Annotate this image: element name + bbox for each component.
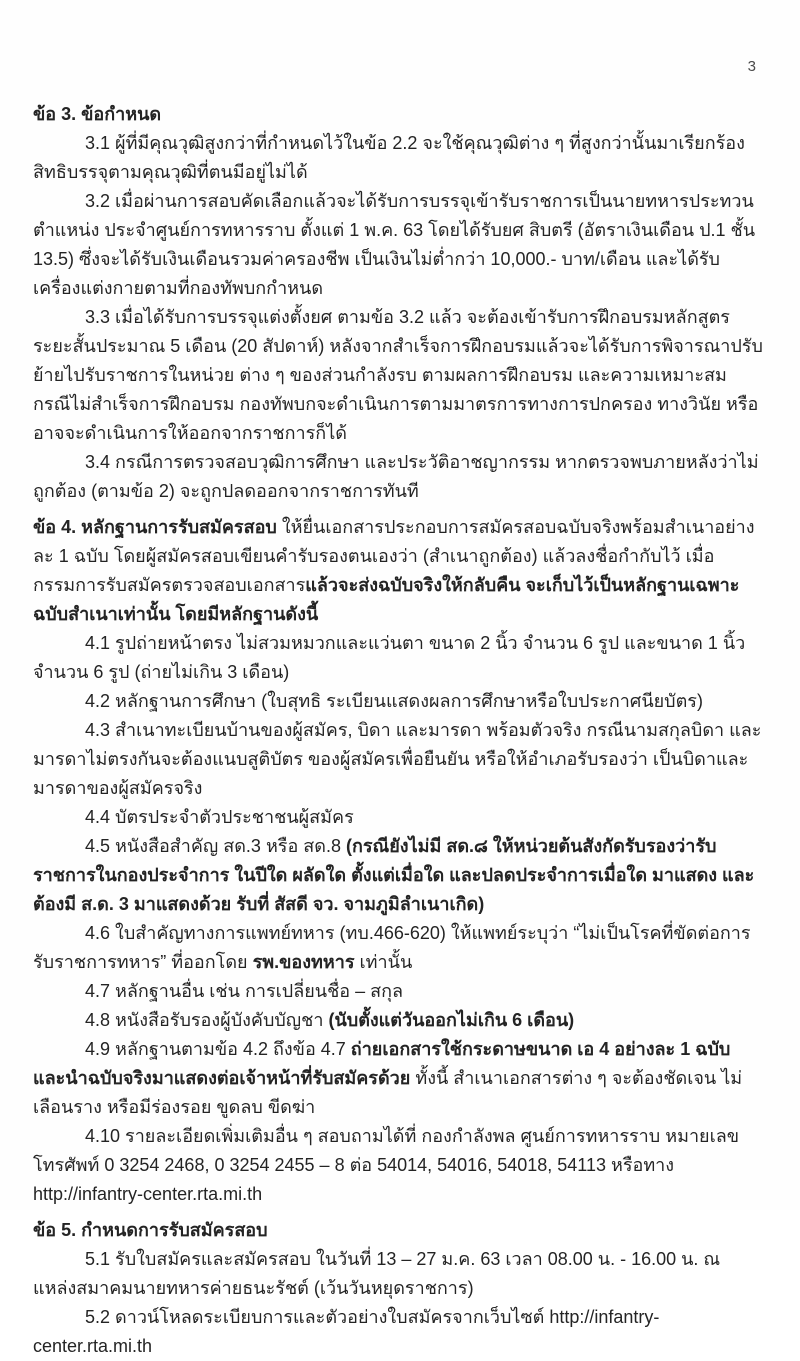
paragraph-3-4: 3.4 กรณีการตรวจสอบวุฒิการศึกษา และประวัติอาชญากรรม หากตรวจพบภายหลังว่าไม่ถูกต้อง (ตามข้อ 2) จะถูกปลดออกจากราชการทันที [33, 452, 759, 501]
paragraph-4-6-text: 4.6 ใบสำคัญทางการแพทย์ทหาร (ทบ.466-620) ให้แพทย์ระบุว่า “ไม่เป็นโรคที่ขัดต่อการรับราชการทหาร” ที่ออกโดย [33, 923, 751, 972]
section-4-paragraph [33, 513, 764, 629]
section-5-heading: ข้อ 5. กำหนดการรับสมัครสอบ [33, 1220, 268, 1240]
paragraph-5-2: 5.2 ดาวน์โหลดระเบียบการและตัวอย่างใบสมัครจากเว็บไซต์ http://infantry-center.rta.mi.th [33, 1307, 660, 1356]
paragraph-4-3: 4.3 สำเนาทะเบียนบ้านของผู้สมัคร, บิดา และมารดา พร้อมตัวจริง กรณีนามสกุลบิดา และมารดาไม่ตรงกันจะต้องแนบสูติบัตร ของผู้สมัครเพื่อยืนยัน หรือให้อำเภอรับรองว่า เป็นบิดาและมารดาของผู้สมัครจริง [33, 720, 762, 798]
paragraph-4-6-emphasis: รพ.ของทหาร [252, 952, 355, 972]
paragraph-4-5 [33, 832, 764, 919]
paragraph-4-2: 4.2 หลักฐานการศึกษา (ใบสุทธิ ระเบียนแสดงผลการศึกษาหรือใบประกาศนียบัตร) [85, 691, 703, 711]
section-4-intro-emphasis: แล้วจะส่งฉบับจริงให้กลับคืน จะเก็บไว้เป็นหลักฐานเฉพาะฉบับสำเนาเท่านั้น โดยมีหลักฐานดังนี้ [33, 575, 740, 624]
paragraph-4-5-emphasis: (กรณียังไม่มี สด.๘ ให้หน่วยต้นสังกัดรับรองว่ารับราชการในกองประจำการ ในปีใด ผลัดใด ตั้งแต่เมื่อใด และปลดประจำการเมื่อใด มาแสดง และ ต้องมี ส.ด. 3 มาแสดงด้วย รับที่ สัสดี จว. จามภูมิลำเนาเกิด) [33, 836, 755, 914]
paragraph-4-6-text-end: เท่านั้น [354, 952, 413, 972]
paragraph-4-9 [33, 1035, 764, 1122]
paragraph-4-7: 4.7 หลักฐานอื่น เช่น การเปลี่ยนชื่อ – สกุล [85, 981, 404, 1001]
paragraph-3-2: 3.2 เมื่อผ่านการสอบคัดเลือกแล้วจะได้รับการบรรจุเข้ารับราชการเป็นนายทหารประทวน ตำแหน่ง ประจำศูนย์การทหารราบ ตั้งแต่ 1 พ.ค. 63 โดยได้รับยศ สิบตรี (อัตราเงินเดือน ป.1 ชั้น 13.5) ซึ่งจะได้รับเงินเดือนรวมค่าครองชีพ เป็นเงินไม่ต่ำกว่า 10,000.- บาท/เดือน และได้รับเครื่องแต่งกายตามที่กองทัพบกกำหนด [33, 191, 756, 298]
paragraph-4-6 [33, 919, 764, 977]
paragraph-4-9-text: 4.9 หลักฐานตามข้อ 4.2 ถึงข้อ 4.7 [85, 1039, 351, 1059]
paragraph-4-9-emphasis: ถ่ายเอกสารใช้กระดาษขนาด เอ 4 อย่างละ 1 ฉบับ และนำฉบับจริงมาแสดงต่อเจ้าหน้าที่รับสมัครด้วย [33, 1039, 731, 1088]
paragraph-4-1: 4.1 รูปถ่ายหน้าตรง ไม่สวมหมวกและแว่นตา ขนาด 2 นิ้ว จำนวน 6 รูป และขนาด 1 นิ้ว จำนวน 6 รูป (ถ่ายไม่เกิน 3 เดือน) [33, 633, 746, 682]
paragraph-4-5-text: 4.5 หนังสือสำคัญ สด.3 หรือ สด.8 [85, 836, 346, 856]
paragraph-4-9-text-end: ทั้งนี้ สำเนาเอกสารต่าง ๆ จะต้องชัดเจน ไม่เลือนราง หรือมีร่องรอย ขูดลบ ขีดฆ่า [33, 1068, 743, 1117]
paragraph-4-10: 4.10 รายละเอียดเพิ่มเติมอื่น ๆ สอบถามได้ที่ กองกำลังพล ศูนย์การทหารราบ หมายเลขโทรศัพท์ 0 3254 2468, 0 3254 2455 – 8 ต่อ 54014, 54016, 54018, 54113 หรือทาง http://infantry-center.rta.mi.th [33, 1126, 740, 1204]
paragraph-4-8 [33, 1006, 764, 1035]
paragraph-5-1: 5.1 รับใบสมัครและสมัครสอบ ในวันที่ 13 – 27 ม.ค. 63 เวลา 08.00 น. - 16.00 น. ณ แหล่งสมาคมนายทหารค่ายธนะรัชต์ (เว้นวันหยุดราชการ) [33, 1249, 721, 1298]
paragraph-4-4: 4.4 บัตรประจำตัวประชาชนผู้สมัคร [85, 807, 354, 827]
paragraph-4-8-emphasis: (นับตั้งแต่วันออกไม่เกิน 6 เดือน) [328, 1010, 575, 1030]
paragraph-3-1: 3.1 ผู้ที่มีคุณวุฒิสูงกว่าที่กำหนดไว้ในข้อ 2.2 จะใช้คุณวุฒิต่าง ๆ ที่สูงกว่านั้นมาเรียกร้องสิทธิบรรจุตามคุณวุฒิที่ตนมีอยู่ไม่ได้ [33, 133, 745, 182]
page-number: 3 [747, 58, 756, 75]
section-4-intro-text: ให้ยื่นเอกสารประกอบการสมัครสอบฉบับจริงพร้อมสำเนาอย่างละ 1 ฉบับ โดยผู้สมัครสอบเขียนคำรับรองตนเองว่า (สำเนาถูกต้อง) แล้วลงชื่อกำกับไว้ เมื่อกรรมการรับสมัครตรวจสอบเอกสาร [33, 517, 755, 595]
section-4-heading: ข้อ 4. หลักฐานการรับสมัครสอบ [33, 517, 277, 537]
section-3-heading: ข้อ 3. ข้อกำหนด [33, 104, 162, 124]
paragraph-3-3: 3.3 เมื่อได้รับการบรรจุแต่งตั้งยศ ตามข้อ 3.2 แล้ว จะต้องเข้ารับการฝึกอบรมหลักสูตรระยะสั้นประมาณ 5 เดือน (20 สัปดาห์) หลังจากสำเร็จการฝึกอบรมแล้วจะได้รับการพิจารณาปรับย้ายไปรับราชการในหน่วย ต่าง ๆ ของส่วนกำลังรบ ตามผลการฝึกอบรม และความเหมาะสม กรณีไม่สำเร็จการฝึกอบรม กองทัพบกจะดำเนินการตามมาตรการทางการปกครอง ทางวินัย หรืออาจจะดำเนินการให้ออกจากราชการก็ได้ [33, 307, 763, 443]
paragraph-4-8-text: 4.8 หนังสือรับรองผู้บังคับบัญชา [85, 1010, 329, 1030]
